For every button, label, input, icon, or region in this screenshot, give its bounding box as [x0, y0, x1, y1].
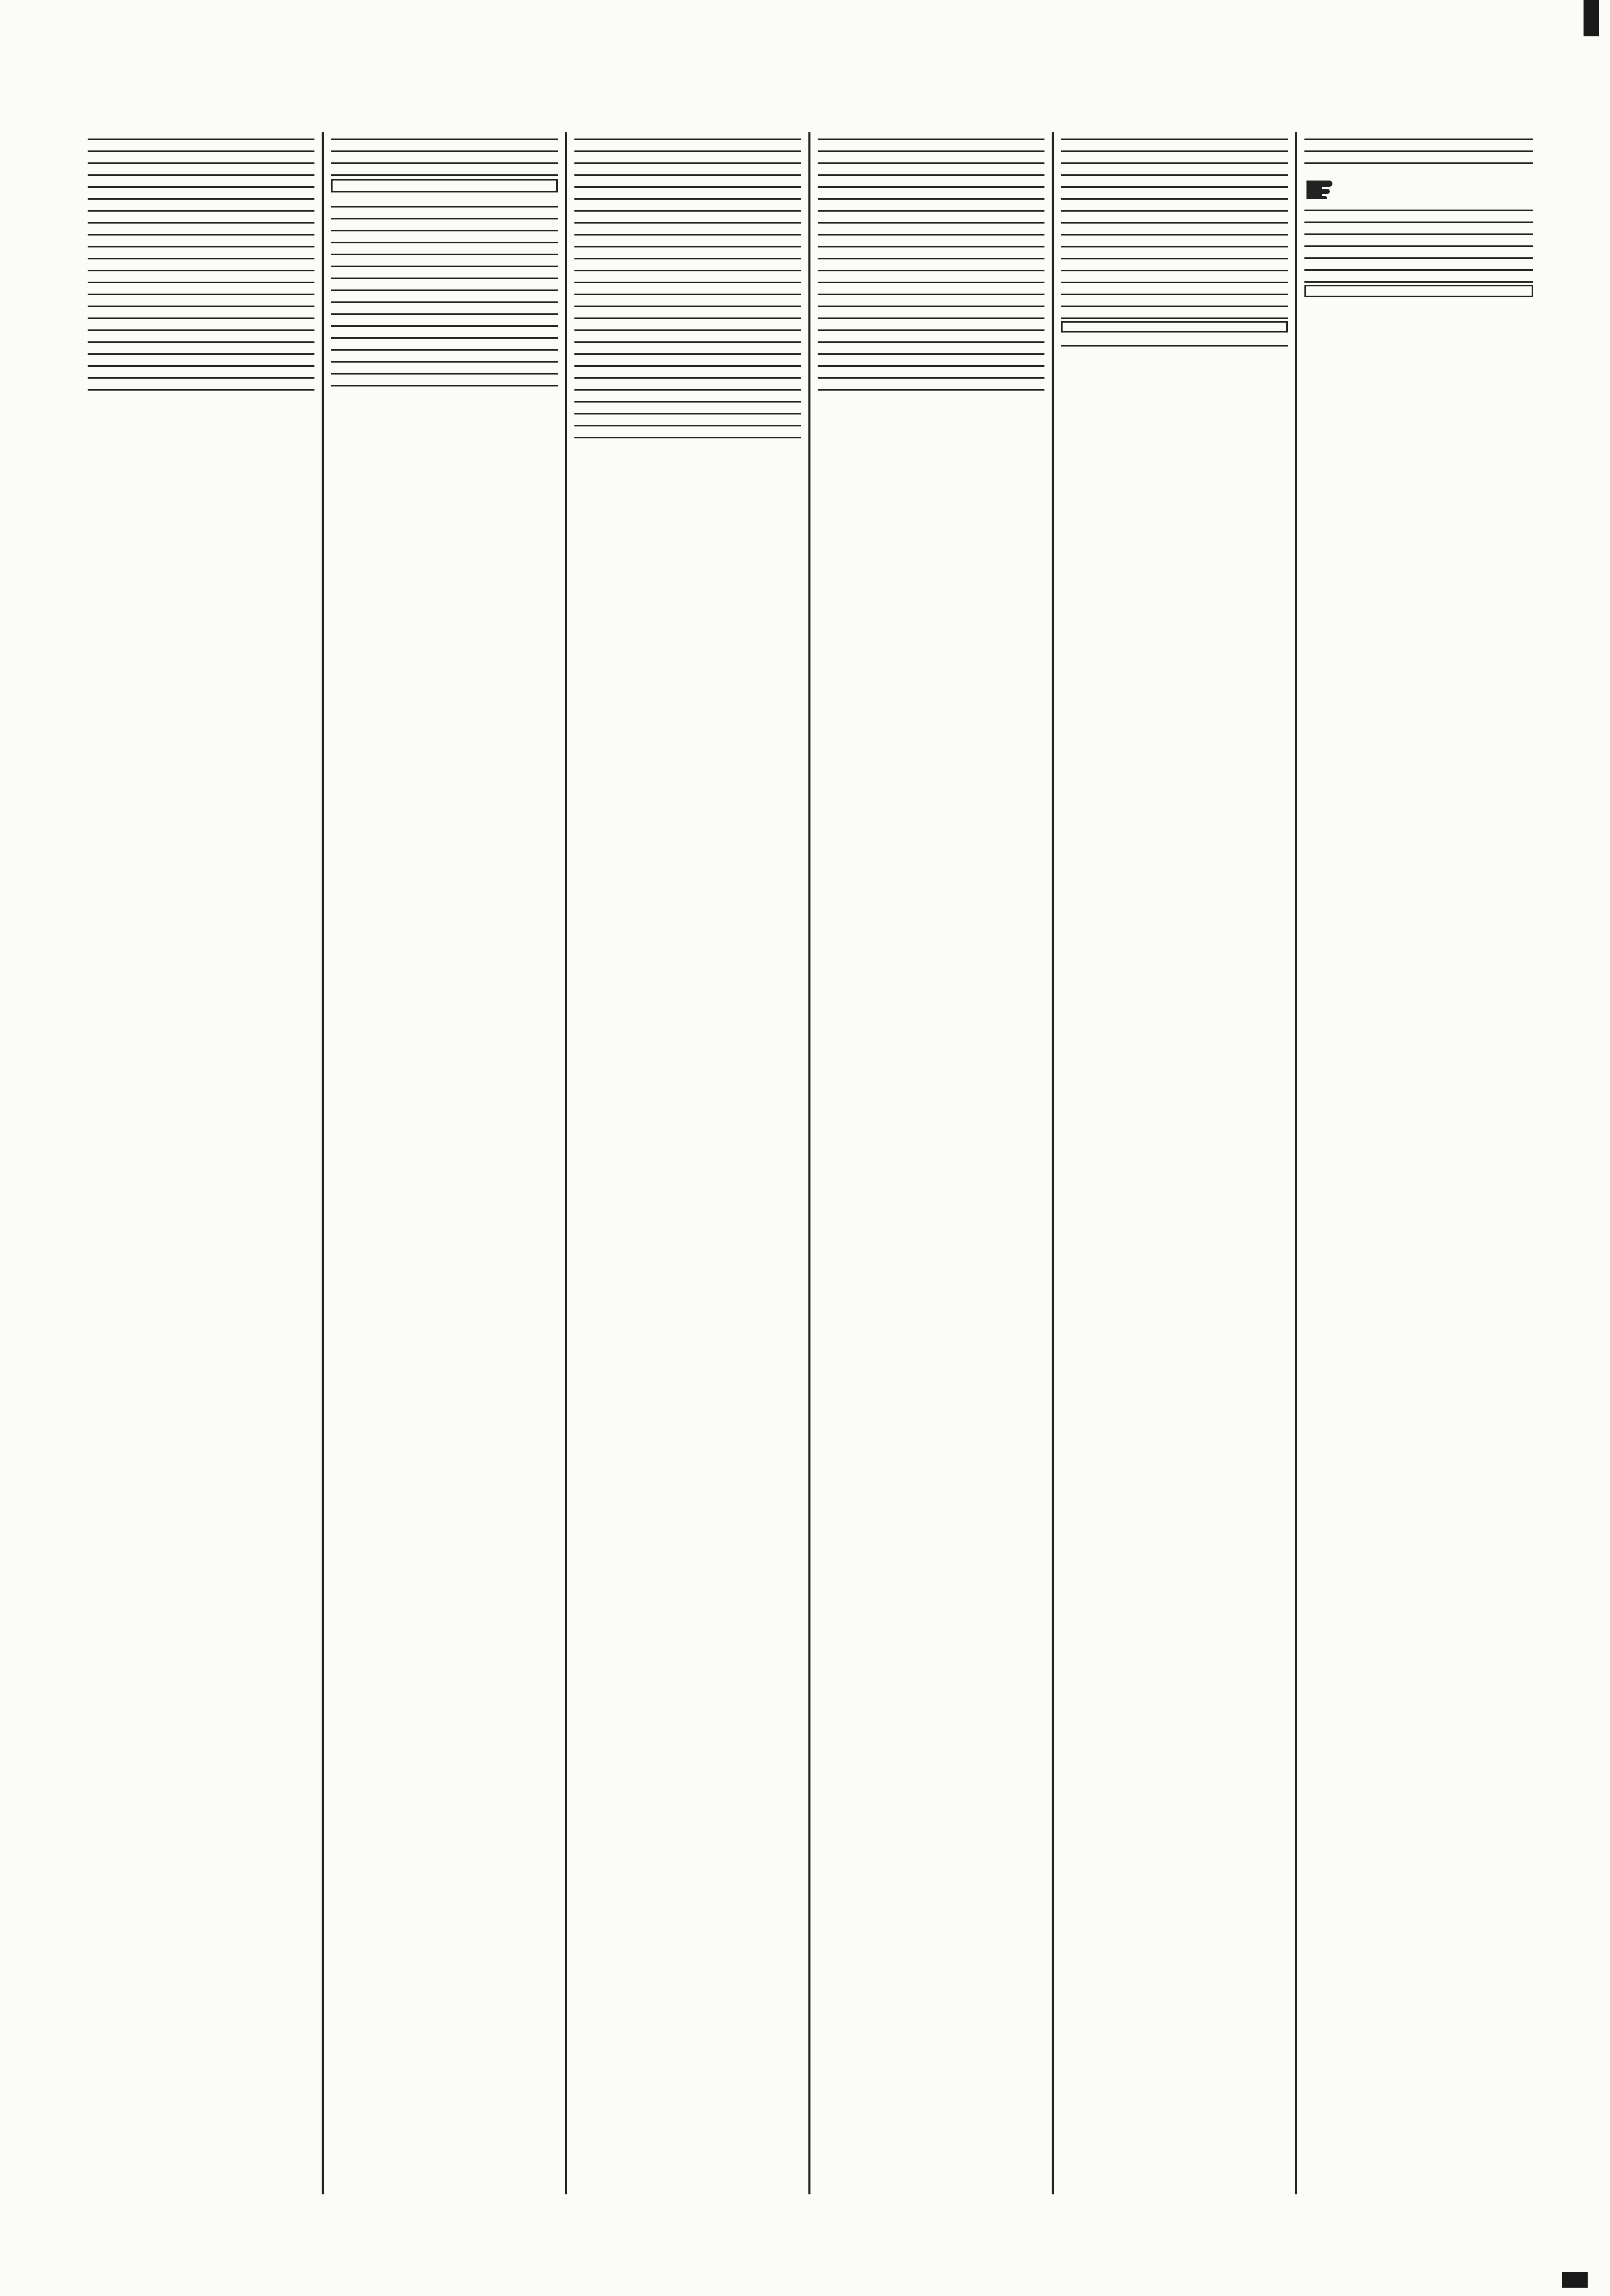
classified-ad	[331, 303, 558, 315]
classified-ad	[818, 271, 1044, 283]
classified-ad	[88, 295, 314, 307]
classified-ad	[88, 133, 314, 140]
classified-ad	[1304, 133, 1533, 140]
classified-ad	[818, 319, 1044, 331]
classified-ad	[88, 152, 314, 164]
column-1	[80, 132, 324, 2194]
classified-ad	[818, 152, 1044, 164]
classified-ad	[331, 255, 558, 267]
classified-ad	[574, 133, 801, 140]
classified-ad	[1061, 188, 1288, 200]
classified-ad	[574, 224, 801, 236]
classified-ad	[818, 355, 1044, 367]
classified-ad	[88, 271, 314, 283]
classified-ad	[331, 133, 558, 140]
pointing-hand-icon	[1304, 168, 1533, 203]
classified-ad	[818, 367, 1044, 379]
classified-ad	[88, 343, 314, 355]
classified-ad	[574, 188, 801, 200]
jeweler-ad	[1061, 335, 1288, 347]
column-5	[1054, 132, 1297, 2194]
classified-ad	[331, 279, 558, 291]
classified-ad	[1304, 140, 1533, 152]
classified-ad	[1061, 212, 1288, 224]
classified-ad	[331, 363, 558, 375]
classified-ad	[1061, 133, 1288, 140]
classified-ad	[574, 331, 801, 343]
classified-ad	[88, 200, 314, 212]
classified-ad	[1304, 259, 1533, 271]
classified-ad	[1061, 295, 1288, 307]
classified-ad	[574, 271, 801, 283]
classified-ad	[1061, 271, 1288, 283]
classified-ad	[574, 343, 801, 355]
classified-ad	[574, 259, 801, 271]
classified-ad	[1061, 247, 1288, 259]
classified-ad	[1061, 236, 1288, 247]
classified-ad	[818, 224, 1044, 236]
classified-ad	[574, 391, 801, 403]
classified-ad	[88, 247, 314, 259]
classified-ad	[331, 243, 558, 255]
classified-ad	[818, 247, 1044, 259]
classified-ad	[331, 208, 558, 219]
classified-ad	[574, 367, 801, 379]
classified-ad	[331, 291, 558, 303]
classified-ad	[818, 259, 1044, 271]
classified-ad	[1061, 140, 1288, 152]
classified-ad	[574, 426, 801, 438]
classified-ad	[88, 176, 314, 188]
classified-ad	[88, 140, 314, 152]
classified-ad	[331, 219, 558, 231]
classified-ad	[88, 379, 314, 391]
column-6	[1297, 132, 1540, 2194]
classified-ad	[331, 267, 558, 279]
classified-ad	[1304, 164, 1533, 211]
classified-ad	[88, 224, 314, 236]
classified-ad	[574, 355, 801, 367]
classified-ad	[818, 200, 1044, 212]
classified-ad	[331, 339, 558, 351]
classified-ad	[1304, 235, 1533, 247]
classified-ad	[331, 315, 558, 327]
classified-ad	[574, 403, 801, 414]
classified-ad	[818, 133, 1044, 140]
classified-ad	[1061, 164, 1288, 176]
classified-ad	[88, 355, 314, 367]
classified-ad	[88, 367, 314, 379]
column-3	[567, 132, 810, 2194]
classified-ad	[331, 164, 558, 176]
price-list	[1061, 321, 1288, 333]
classified-ad	[1304, 211, 1533, 223]
classified-ad	[88, 307, 314, 319]
classified-ad	[1304, 271, 1533, 283]
classified-ad	[574, 236, 801, 247]
scan-edge-mark	[1584, 0, 1599, 36]
classified-ad	[574, 283, 801, 295]
column-4	[810, 132, 1054, 2194]
classified-ad	[574, 414, 801, 426]
classified-ad	[574, 212, 801, 224]
classified-ad	[331, 196, 558, 208]
classified-ad	[818, 188, 1044, 200]
classified-ad	[1061, 283, 1288, 295]
classified-ad	[331, 351, 558, 363]
classified-ad	[574, 152, 801, 164]
classified-ad	[331, 327, 558, 339]
classified-ad	[574, 307, 801, 319]
classified-ad	[88, 212, 314, 224]
classified-ad	[1304, 223, 1533, 235]
scan-edge-mark-2	[1562, 2272, 1588, 2288]
classified-ad	[331, 152, 558, 164]
column-grid	[80, 132, 1541, 2194]
classified-ad	[1304, 285, 1533, 297]
classified-ad	[574, 379, 801, 391]
classified-ad	[818, 379, 1044, 391]
classified-ad	[88, 188, 314, 200]
classified-ad	[88, 331, 314, 343]
classified-ad	[574, 176, 801, 188]
classified-ad	[818, 236, 1044, 247]
classified-ad	[818, 343, 1044, 355]
classified-ad	[331, 231, 558, 243]
classified-ad	[331, 140, 558, 152]
classified-ad	[88, 283, 314, 295]
classified-ad	[1061, 259, 1288, 271]
classified-ad	[88, 319, 314, 331]
classified-ad	[88, 164, 314, 176]
classified-ad	[1061, 176, 1288, 188]
classified-ad	[88, 236, 314, 247]
classified-ad	[331, 375, 558, 386]
classified-ad	[1061, 307, 1288, 319]
classified-ad	[1061, 224, 1288, 236]
classified-ad	[818, 212, 1044, 224]
classified-ad	[574, 140, 801, 152]
classified-ad	[818, 176, 1044, 188]
classified-ad	[574, 200, 801, 212]
classified-ad	[818, 295, 1044, 307]
classified-ad	[818, 331, 1044, 343]
classified-ad	[818, 283, 1044, 295]
classified-ad	[574, 247, 801, 259]
classified-ad	[1061, 200, 1288, 212]
classified-ad	[574, 319, 801, 331]
column-2	[324, 132, 567, 2194]
classified-ad	[1304, 152, 1533, 164]
classified-ad	[574, 164, 801, 176]
classified-ad	[1061, 152, 1288, 164]
classified-ad	[88, 259, 314, 271]
classified-ad	[331, 179, 558, 192]
classified-ad	[818, 307, 1044, 319]
classified-ad	[1304, 247, 1533, 259]
classified-ad	[818, 140, 1044, 152]
classified-ad	[818, 164, 1044, 176]
classified-ad	[574, 295, 801, 307]
